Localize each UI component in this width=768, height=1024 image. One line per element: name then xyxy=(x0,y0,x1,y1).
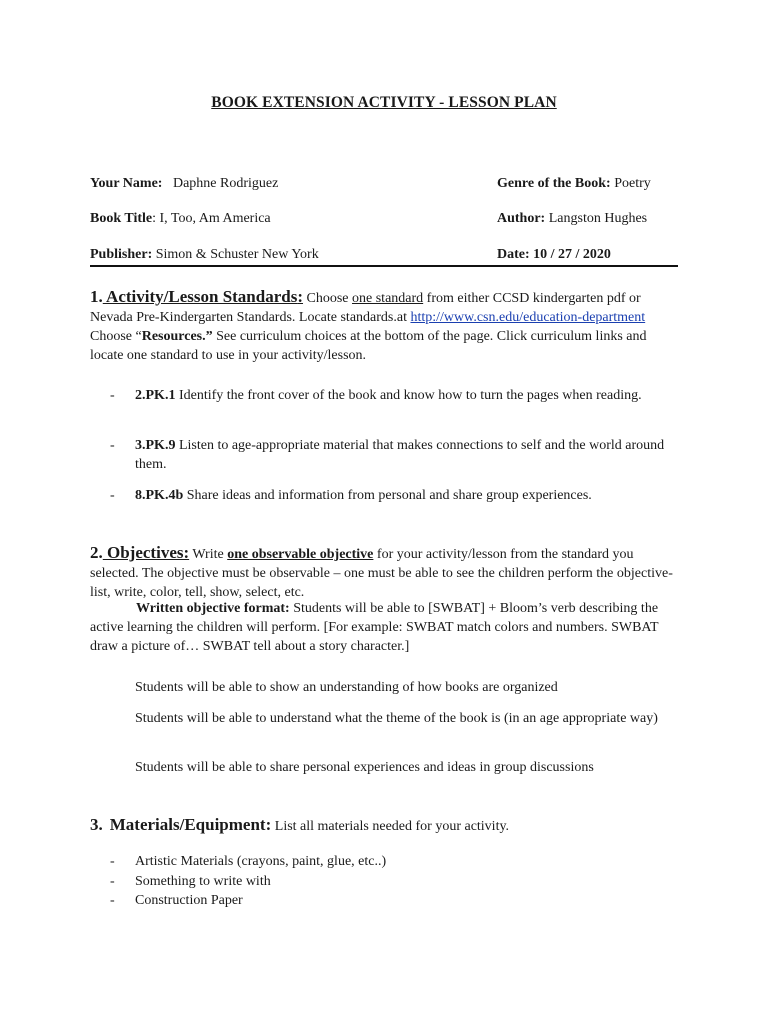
date-row xyxy=(497,247,611,263)
standard-code: 3.PK.9 xyxy=(135,438,176,453)
bullet-dash: - xyxy=(110,488,115,503)
objective-format-text: Students will be able to [SWBAT] + Bloom’s verb describing the active learning the children will perform. [For example: SWBAT match colors and numbers. SWBAT draw a picture of… SWBAT tell about a story character.] xyxy=(90,601,659,654)
section-1-text-choose: Choose “ xyxy=(90,329,142,344)
objective-format xyxy=(90,599,680,656)
section-1-text-cont: from either CCSD kindergarten pdf or Nevada Pre-Kindergarten Standards. Locate standards.at xyxy=(90,291,641,325)
genre-row xyxy=(497,176,651,192)
standard-code: 2.PK.1 xyxy=(135,388,176,403)
bullet-dash: - xyxy=(110,388,115,403)
author-row xyxy=(497,211,647,227)
section-2-heading: Objectives: xyxy=(102,543,190,562)
section-2-text-cont: for your activity/lesson from the standard you selected. The objective must be observable – one must be able to see the children perform the objective- list, write, color, tell, show, select, etc. xyxy=(90,547,673,600)
material-text: Construction Paper xyxy=(135,893,243,908)
genre-label: Genre of the Book: xyxy=(497,176,611,191)
book-title-label: Book Title xyxy=(90,211,153,226)
section-3-heading-colon: : xyxy=(265,815,272,834)
section-1-text-end: See curriculum choices at the bottom of the page. Click curriculum links and locate one standard to use in your activity/lesson. xyxy=(90,329,647,363)
bullet-dash: - xyxy=(110,874,115,889)
book-title-value: : I, Too, Am America xyxy=(152,211,271,226)
section-2-text: Write xyxy=(189,547,228,562)
material-text: Artistic Materials (crayons, paint, glue, etc..) xyxy=(135,854,387,869)
publisher-label: Publisher: xyxy=(90,247,153,262)
your-name-row xyxy=(90,176,278,192)
resources-label: Resources.” xyxy=(141,329,213,344)
section-3-heading: Materials/Equipment xyxy=(109,815,266,834)
section-1-emphasis: one standard xyxy=(352,291,424,306)
section-1-number: 1. xyxy=(90,287,103,306)
genre-value: Poetry xyxy=(614,176,651,191)
objective-item: Students will be able to understand what the theme of the book is (in an age appropriate way) xyxy=(135,711,658,726)
book-title-row xyxy=(90,211,271,227)
section-1-heading-colon: : xyxy=(297,287,304,306)
standard-text: Share ideas and information from personal and share group experiences. xyxy=(183,488,592,503)
standard-code: 8.PK.4b xyxy=(135,488,184,503)
date-label: Date: xyxy=(497,247,530,262)
section-1-heading: Activity/Lesson Standards xyxy=(102,287,298,306)
header-divider xyxy=(90,265,678,267)
section-2-emphasis: one observable objective xyxy=(227,547,374,562)
bullet-dash: - xyxy=(110,893,115,908)
section-1-text: Choose xyxy=(303,291,353,306)
bullet-dash: - xyxy=(110,854,115,869)
bullet-dash: - xyxy=(110,438,115,453)
section-2-number: 2. xyxy=(90,543,103,562)
publisher-value: Simon & Schuster New York xyxy=(155,247,319,262)
your-name-value: Daphne Rodriguez xyxy=(172,176,279,191)
author-value: Langston Hughes xyxy=(548,211,648,226)
standards-link[interactable]: http://www.csn.edu/education-department xyxy=(410,310,646,325)
publisher-row xyxy=(90,247,319,263)
standard-text: Identify the front cover of the book and know how to turn the pages when reading. xyxy=(175,388,642,403)
objective-item: Students will be able to share personal experiences and ideas in group discussions xyxy=(135,760,594,775)
section-2-intro xyxy=(90,543,680,602)
section-3-text: List all materials needed for your activity. xyxy=(271,819,510,834)
date-value: 10 / 27 / 2020 xyxy=(533,247,611,262)
section-3-number: 3. xyxy=(90,815,103,834)
author-label: Author: xyxy=(497,211,546,226)
your-name-label: Your Name: xyxy=(90,176,163,191)
material-text: Something to write with xyxy=(135,874,271,889)
objective-item: Students will be able to show an understanding of how books are organized xyxy=(135,680,558,695)
document-title: BOOK EXTENSION ACTIVITY - LESSON PLAN xyxy=(211,94,557,111)
standard-text: Listen to age-appropriate material that makes connections to self and the world around them. xyxy=(135,438,665,472)
section-3-intro xyxy=(90,815,680,836)
section-1-intro xyxy=(90,287,680,365)
objective-format-label: Written objective format: xyxy=(136,601,290,616)
